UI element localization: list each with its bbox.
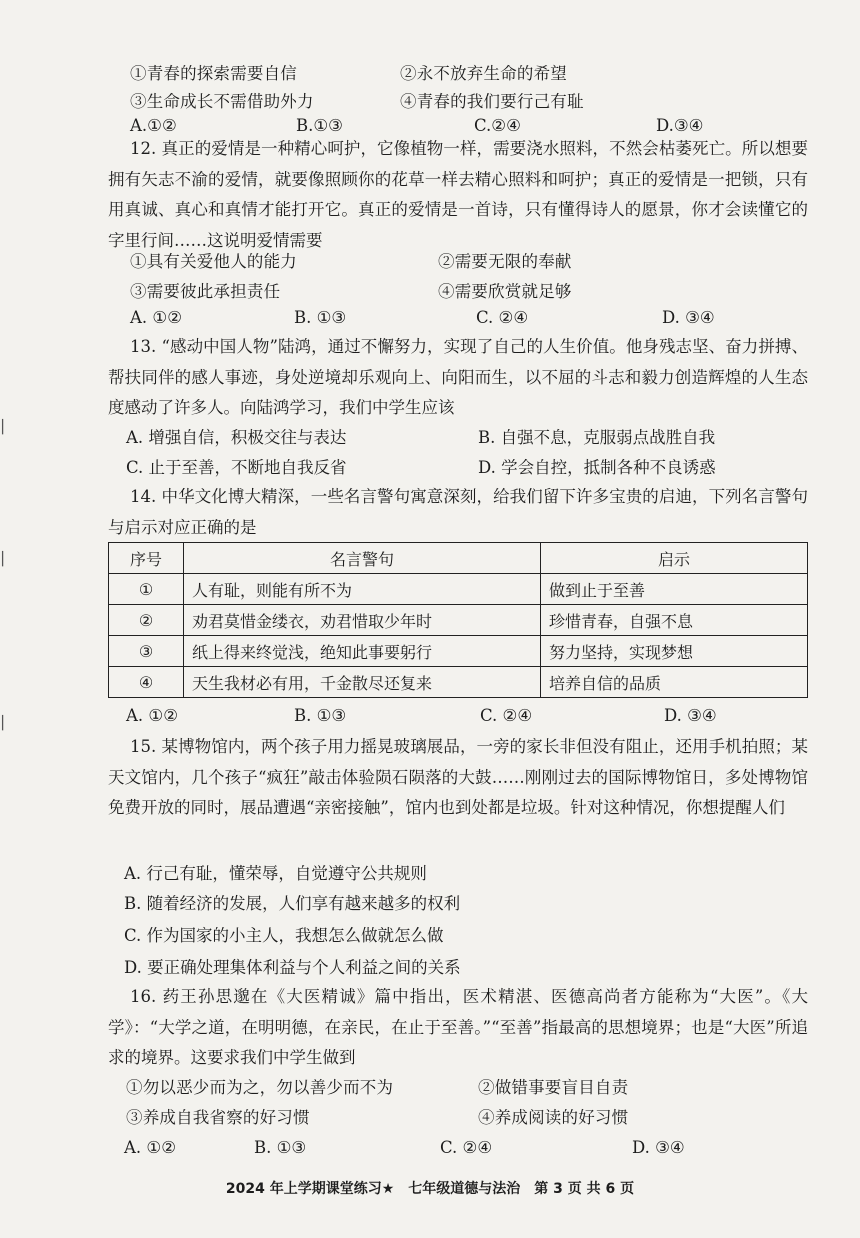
q11-option-c[interactable]: C.②④ [474,116,521,135]
q14-option-b[interactable]: B. ①③ [294,706,347,725]
q16-option-c[interactable]: C. ②④ [440,1138,493,1157]
q12-option-a[interactable]: A. ①② [130,308,182,327]
table-row [109,667,808,698]
q13-option-c[interactable]: C. 止于至善，不断地自我反省 [126,458,347,477]
row-insight: 珍惜青春，自强不息 [541,605,808,636]
q14-stem: 14. 中华文化博大精深，一些名言警句寓意深刻，给我们留下许多宝贵的启迪，下列名言警句与启示对应正确的是 [108,487,808,537]
col-header-proverb: 名言警句 [184,543,541,574]
row-proverb: 人有耻，则能有所不为 [184,574,541,605]
q11-option-a[interactable]: A.①② [130,116,177,135]
row-proverb: 天生我材必有用，千金散尽还复来 [184,667,541,698]
q11-statement-1: ①青春的探索需要自信 [130,64,297,83]
q12-option-c[interactable]: C. ②④ [476,308,529,327]
table-row [109,574,808,605]
row-proverb: 纸上得来终觉浅，绝知此事要躬行 [184,636,541,667]
q15-stem: 15. 某博物馆内，两个孩子用力摇晃玻璃展品，一旁的家长非但没有阻止，还用手机拍照；某天文馆内，几个孩子“疯狂”敲击体验陨石陨落的大鼓……刚刚过去的国际博物馆日，多处博物馆免费开放的同时，展品遭遇“亲密接触”，馆内也到处都是垃圾。针对这种情况，你想提醒人们 [108,737,808,817]
row-number: ② [109,605,184,636]
proverb-table [108,542,808,698]
page-footer: 2024 年上学期课堂练习★ 七年级道德与法治 第 3 页 共 6 页 [225,1181,635,1197]
q12-statement-4: ④需要欣赏就足够 [438,282,572,301]
q12-statement-3: ③需要彼此承担责任 [130,282,281,301]
q16-statement-3: ③养成自我省察的好习惯 [126,1108,310,1127]
q15-option-b[interactable]: B. 随着经济的发展，人们享有越来越多的权利 [124,894,461,913]
q11-option-b[interactable]: B.①③ [296,116,343,135]
q13-stem: 13. “感动中国人物”陆鸿，通过不懈努力，实现了自己的人生价值。他身残志坚、奋力拼搏、帮扶同伴的感人事迹，身处逆境却乐观向上、向阳而生，以不屈的斗志和毅力创造辉煌的人生态度感动了许多人。向陆鸿学习，我们中学生应该 [108,337,808,417]
col-header-insight: 启示 [541,543,808,574]
margin-mark: ▏ [2,420,12,435]
q13-option-d[interactable]: D. 学会自控，抵制各种不良诱惑 [478,458,716,477]
q12-statement-2: ②需要无限的奉献 [438,252,572,271]
row-insight: 培养自信的品质 [541,667,808,698]
q16-option-a[interactable]: A. ①② [124,1138,176,1157]
q15-option-d[interactable]: D. 要正确处理集体利益与个人利益之间的关系 [124,958,461,977]
q13-option-a[interactable]: A. 增强自信，积极交往与表达 [126,428,347,447]
row-number: ④ [109,667,184,698]
q12-option-b[interactable]: B. ①③ [294,308,347,327]
q11-statement-4: ④青春的我们要行己有耻 [400,92,584,111]
q16-statement-4: ④养成阅读的好习惯 [478,1108,629,1127]
q14-option-c[interactable]: C. ②④ [480,706,533,725]
table-row [109,636,808,667]
q16-option-d[interactable]: D. ③④ [632,1138,685,1157]
q13-option-b[interactable]: B. 自强不息，克服弱点战胜自我 [478,428,716,447]
margin-mark: ▏ [2,552,12,567]
q16-stem: 16. 药王孙思邈在《大医精诚》篇中指出，医术精湛、医德高尚者方能称为“大医”。《大学》：“大学之道，在明明德，在亲民，在止于至善。”“至善”指最高的思想境界；也是“大医”所追求的境界。这要求我们中学生做到 [108,987,808,1067]
q14-option-d[interactable]: D. ③④ [664,706,717,725]
q16-statement-2: ②做错事要盲目自责 [478,1078,629,1097]
q14-option-a[interactable]: A. ①② [126,706,178,725]
row-insight: 努力坚持，实现梦想 [541,636,808,667]
q15-option-c[interactable]: C. 作为国家的小主人，我想怎么做就怎么做 [124,926,444,945]
row-number: ① [109,574,184,605]
q12-statement-1: ①具有关爱他人的能力 [130,252,297,271]
row-number: ③ [109,636,184,667]
q15-option-a[interactable]: A. 行己有耻，懂荣辱，自觉遵守公共规则 [124,864,427,883]
row-proverb: 劝君莫惜金缕衣，劝君惜取少年时 [184,605,541,636]
margin-mark: ▏ [2,716,12,731]
q11-option-d[interactable]: D.③④ [656,116,704,135]
q16-option-b[interactable]: B. ①③ [254,1138,307,1157]
table-header-row [109,543,808,574]
col-header-number: 序号 [109,543,184,574]
q16-statement-1: ①勿以恶少而为之，勿以善少而不为 [126,1078,394,1097]
q11-statement-2: ②永不放弃生命的希望 [400,64,567,83]
table-row [109,605,808,636]
q12-option-d[interactable]: D. ③④ [662,308,715,327]
q12-stem: 12. 真正的爱情是一种精心呵护，它像植物一样，需要浇水照料，不然会枯萎死亡。所以想要拥有矢志不渝的爱情，就要像照顾你的花草一样去精心照料和呵护；真正的爱情是一把锁，只有用真诚、真心和真情才能打开它。真正的爱情是一首诗，只有懂得诗人的愿景，你才会读懂它的字里行间……这说明爱情需要 [108,139,808,250]
row-insight: 做到止于至善 [541,574,808,605]
q11-statement-3: ③生命成长不需借助外力 [130,92,314,111]
